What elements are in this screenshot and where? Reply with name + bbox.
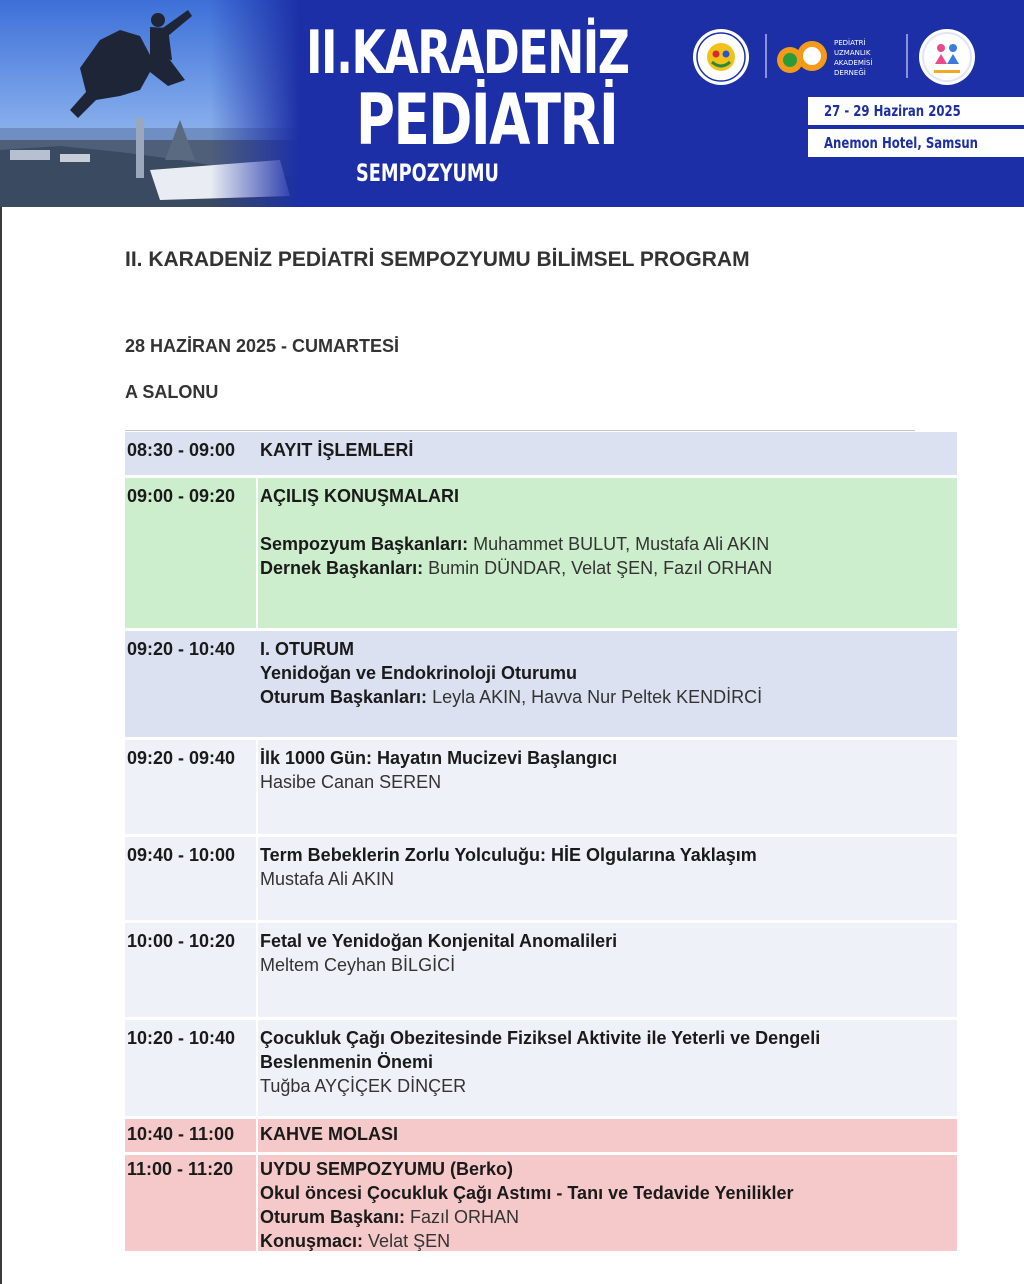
session-time: 09:00 - 09:20 <box>125 478 256 628</box>
talk-time: 10:20 - 10:40 <box>125 1020 256 1116</box>
chairs-label: Oturum Başkanları: <box>260 687 428 707</box>
session-content <box>258 631 957 737</box>
talk-content <box>258 837 957 920</box>
logo-divider <box>765 34 767 78</box>
session-content <box>258 478 957 628</box>
svg-text:DERNEĞİ: DERNEĞİ <box>834 69 866 77</box>
session-content <box>258 1155 957 1251</box>
child-health-logo <box>918 28 976 86</box>
logo-divider <box>906 34 908 78</box>
talk-content <box>258 740 957 834</box>
svg-text:UZMANLIK: UZMANLIK <box>834 49 871 57</box>
session-chairs-line <box>260 685 953 709</box>
header-banner <box>0 0 1024 207</box>
session-title: I. OTURUM <box>260 639 354 659</box>
session-content <box>258 432 957 475</box>
chair-name: Fazıl ORHAN <box>410 1207 520 1227</box>
table-row <box>125 1020 957 1116</box>
table-row <box>125 432 957 475</box>
table-row <box>125 1155 957 1251</box>
day-heading: 28 HAZİRAN 2025 - CUMARTESİ <box>125 336 400 356</box>
talk-title: Term Bebeklerin Zorlu Yolculuğu: HİE Olgularına Yaklaşım <box>260 845 757 865</box>
chairs-names: Muhammet BULUT, Mustafa Ali AKIN <box>473 534 770 554</box>
svg-text:PEDİATRİ: PEDİATRİ <box>834 39 866 47</box>
event-date: 27 - 29 Haziran 2025 <box>824 102 961 120</box>
association-label: Dernek Başkanları: <box>260 558 424 578</box>
table-row <box>125 478 957 628</box>
talk-speaker: Meltem Ceyhan BİLGİCİ <box>260 955 456 975</box>
talk-time: 10:00 - 10:20 <box>125 923 256 1017</box>
talk-speaker: Tuğba AYÇİÇEK DİNÇER <box>260 1076 467 1096</box>
session-title: KAYIT İŞLEMLERİ <box>260 440 414 460</box>
title-line-2: PEDİATRİ <box>356 79 618 161</box>
talk-title: Fetal ve Yenidoğan Konjenital Anomalileri <box>260 931 618 951</box>
talk-speaker: Mustafa Ali AKIN <box>260 869 395 889</box>
chairs-label: Sempozyum Başkanları: <box>260 534 469 554</box>
program-table <box>125 432 957 1251</box>
table-row <box>125 837 957 920</box>
table-row <box>125 1119 957 1152</box>
session-subtitle: Okul öncesi Çocukluk Çağı Astımı - Tanı ve Tedavide Yenilikler <box>260 1183 794 1203</box>
symposium-chairs-line <box>260 532 953 556</box>
chair-label: Oturum Başkanı: <box>260 1207 406 1227</box>
session-title: AÇILIŞ KONUŞMALARI <box>260 486 459 506</box>
symposium-title <box>306 18 742 187</box>
left-page-edge <box>0 207 2 1284</box>
table-row <box>125 923 957 1017</box>
speaker-name: Velat ŞEN <box>368 1231 451 1251</box>
session-time: 11:00 - 11:20 <box>125 1155 256 1251</box>
pediatric-academy-logo <box>776 32 894 82</box>
program-title: II. KARADENİZ PEDİATRİ SEMPOZYUMU BİLİMSEL PROGRAM <box>125 248 750 271</box>
break-time: 10:40 - 11:00 <box>125 1119 256 1152</box>
svg-text:AKADEMİSİ: AKADEMİSİ <box>834 59 873 67</box>
speaker-label: Konuşmacı: <box>260 1231 364 1251</box>
title-line-1: II.KARADENİZ <box>306 18 629 88</box>
talk-title-line-1: Çocukluk Çağı Obezitesinde Fiziksel Aktivite ile Yeterli ve Dengeli <box>260 1028 821 1048</box>
partner-logos <box>692 28 982 84</box>
session-title: UYDU SEMPOZYUMU (Berko) <box>260 1159 514 1179</box>
hall-heading: A SALONU <box>125 382 219 402</box>
table-row <box>125 740 957 834</box>
samsun-monument-photo <box>0 0 300 207</box>
event-venue: Anemon Hotel, Samsun <box>824 134 978 152</box>
session-time: 08:30 - 09:00 <box>125 432 256 475</box>
association-names: Bumin DÜNDAR, Velat ŞEN, Fazıl ORHAN <box>428 558 773 578</box>
talk-time: 09:20 - 09:40 <box>125 740 256 834</box>
break-title: KAHVE MOLASI <box>260 1124 399 1144</box>
break-content <box>258 1119 957 1152</box>
session-time: 09:20 - 10:40 <box>125 631 256 737</box>
session-subtitle: Yenidoğan ve Endokrinoloji Oturumu <box>260 663 578 683</box>
talk-time: 09:40 - 10:00 <box>125 837 256 920</box>
session-chair-line <box>260 1205 953 1229</box>
society-seal-logo <box>692 28 750 86</box>
table-top-rule <box>125 430 915 431</box>
talk-title-line-2: Beslenmenin Önemi <box>260 1052 434 1072</box>
event-venue-box <box>808 129 1024 157</box>
talk-title: İlk 1000 Gün: Hayatın Mucizevi Başlangıcı <box>260 748 618 768</box>
event-date-box <box>808 97 1024 125</box>
title-line-3: SEMPOZYUMU <box>356 159 499 187</box>
table-row <box>125 631 957 737</box>
session-speaker-line <box>260 1229 953 1253</box>
chairs-names: Leyla AKIN, Havva Nur Peltek KENDİRCİ <box>432 687 763 707</box>
talk-content <box>258 923 957 1017</box>
association-chairs-line <box>260 556 953 580</box>
talk-speaker: Hasibe Canan SEREN <box>260 772 442 792</box>
talk-content <box>258 1020 957 1116</box>
